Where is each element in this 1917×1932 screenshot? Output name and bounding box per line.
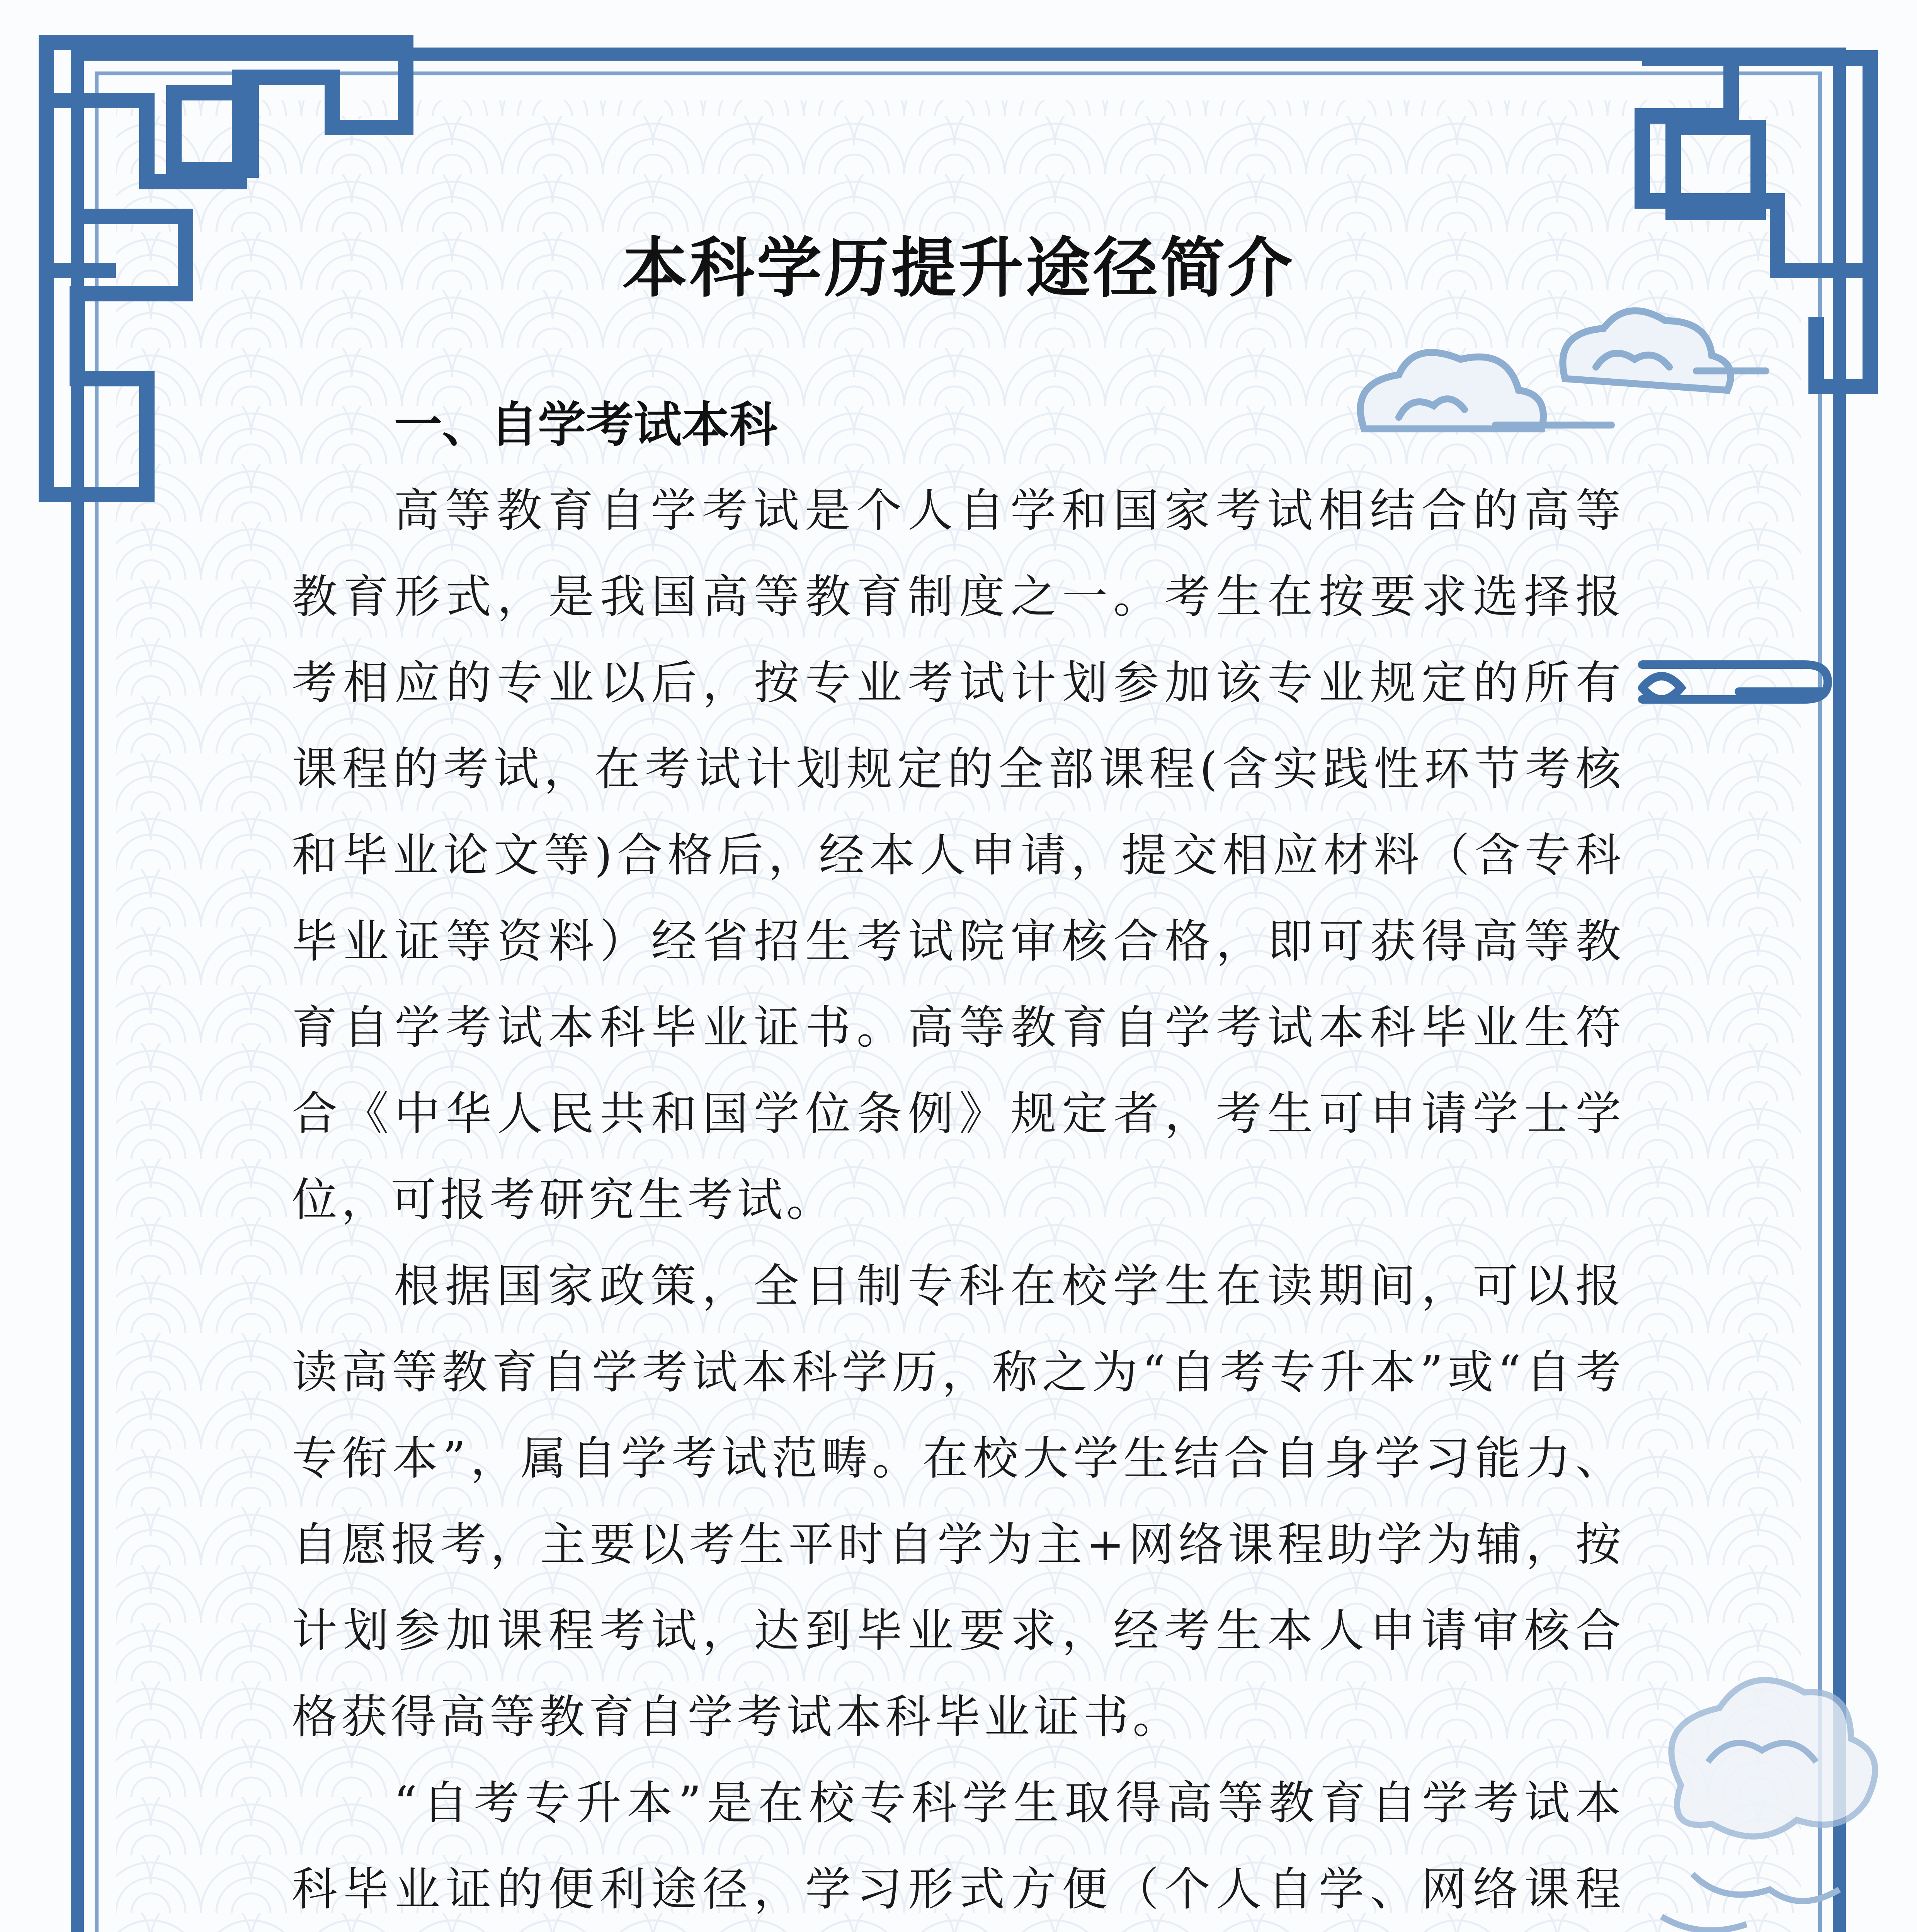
paragraph: 根据国家政策，全日制专科在校学生在读期间，可以报读高等教育自学考试本科学历，称之为“自考专升本”或“自考专衔本”，属自学考试范畴。在校大学生结合自身学习能力、自愿报考，主要以考生平时自学为主+网络课程助学为辅，按计划参加课程考试，达到毕业要求，经考生本人申请审核合格获得高等教育自学考试本科毕业证书。 (292, 1259, 1625, 1743)
paragraph: 高等教育自学考试是个人自学和国家考试相结合的高等教育形式，是我国高等教育制度之一。考生在按要求选择报考相应的专业以后，按专业考试计划参加该专业规定的所有课程的考试，在考试计划规定的全部课程(含实践性环节考核和毕业论文等)合格后，经本人申请，提交相应材料（含专科毕业证等资料）经省招生考试院审核合格，即可获得高等教育自学考试本科毕业证书。高等教育自学考试本科毕业生符合《中华人民共和国学位条例》规定者，考生可申请学士学位，可报考研究生考试。 (292, 484, 1625, 1226)
section-heading: 一、自学考试本科 (394, 397, 778, 453)
page-title: 本科学历提升途径简介 (622, 230, 1295, 306)
paragraph: “自考专升本”是在校专科学生取得高等教育自学考试本科毕业证的便利途径，学习形式方便（个人自学、网络课程 (292, 1776, 1625, 1916)
document-body (292, 468, 1625, 1932)
